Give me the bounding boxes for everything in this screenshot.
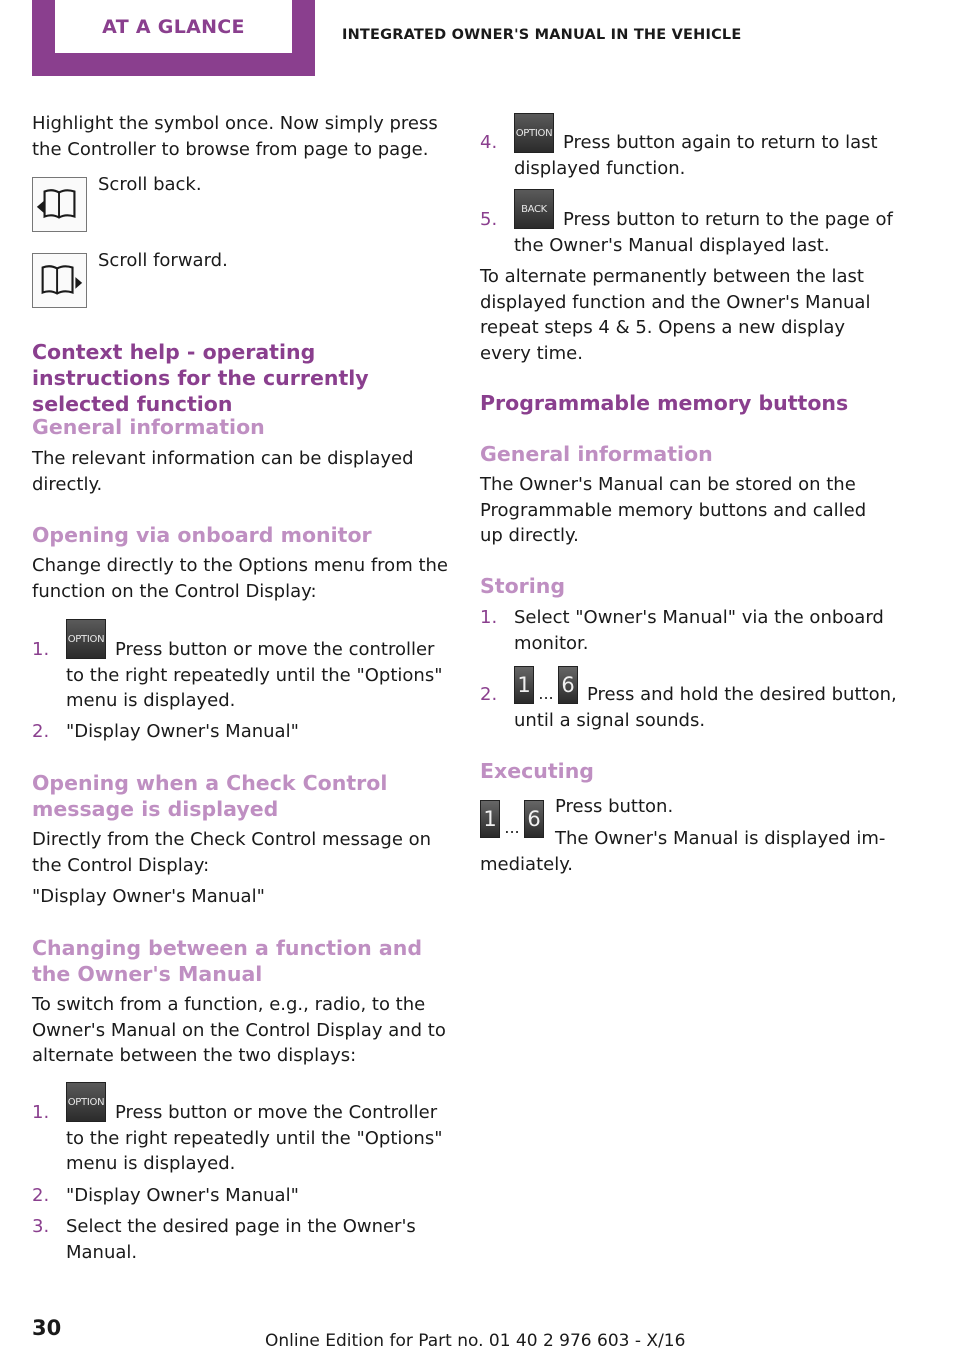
step-text: Press button again to return to last displayed function.: [514, 132, 878, 179]
executing-heading: Executing: [480, 759, 594, 783]
memory-key-1: 1: [480, 800, 500, 838]
step-number: 2.: [32, 721, 50, 742]
onboard-monitor-text: Change directly to the Options menu from the function on the Control Display:: [32, 555, 448, 602]
step-number: 1.: [32, 1102, 50, 1123]
step-text: Press and hold the desired button, until a signal sounds.: [514, 684, 897, 731]
step-number: 1.: [32, 639, 50, 660]
page-number: 30: [32, 1316, 62, 1340]
option-button-icon: OPTION: [66, 1082, 106, 1122]
general-information-heading: General information: [480, 442, 713, 466]
chapter-title: INTEGRATED OWNER'S MANUAL IN THE VEHICLE: [342, 27, 742, 43]
footer-edition: Online Edition for Part no. 01 40 2 976 603 - X/16: [265, 1331, 686, 1351]
option-button-icon: OPTION: [514, 113, 554, 153]
memory-key-1: 1: [514, 666, 534, 704]
step-number: 3.: [32, 1216, 50, 1237]
intro-text: Highlight the symbol once. Now simply press the Controller to browse from page to page.: [32, 113, 438, 160]
scroll-forward-icon: [32, 253, 87, 308]
scroll-back-label: Scroll back.: [98, 174, 202, 195]
general-information-text: The relevant information can be displayed directly.: [32, 448, 414, 495]
step-text: Select "Owner's Manual" via the onboard monitor.: [514, 607, 884, 654]
check-control-text: Directly from the Check Control message on the Control Display:: [32, 829, 432, 876]
scroll-back-icon: [32, 177, 87, 232]
step-text: Press button or move the controller to the right repeatedly until the "Options" menu is displayed.: [66, 639, 443, 711]
memory-key-6: 6: [524, 800, 544, 838]
step-number: 1.: [480, 607, 498, 628]
check-control-text-2: "Display Owner's Manual": [32, 886, 265, 907]
onboard-monitor-heading: Opening via onboard monitor: [32, 523, 372, 547]
step-number: 5.: [480, 209, 498, 230]
step-text: "Display Owner's Manual": [66, 1185, 299, 1206]
step-text: Press button or move the Controller to the right repeatedly until the "Options" menu is displayed.: [66, 1102, 443, 1174]
general-information-heading: General information: [32, 415, 265, 439]
step-number: 4.: [480, 132, 498, 153]
changing-text: To switch from a function, e.g., radio, to the Owner's Manual on the Control Display and to alternate between the two displays:: [32, 994, 446, 1066]
scroll-forward-label: Scroll forward.: [98, 250, 228, 271]
step-text: Press button to return to the page of the Owner's Manual displayed last.: [514, 209, 893, 256]
memory-key-6: 6: [558, 666, 578, 704]
general-information-text: The Owner's Manual can be stored on the Programmable memory buttons and called up directly.: [480, 474, 867, 546]
step-text: "Display Owner's Manual": [66, 721, 299, 742]
memory-key-dots: ...: [504, 818, 520, 837]
programmable-memory-heading: Programmable memory buttons: [480, 391, 849, 415]
step-number: 2.: [32, 1185, 50, 1206]
context-help-heading: Context help - operating instructions for the currently selected function: [32, 340, 369, 416]
storing-heading: Storing: [480, 574, 566, 598]
section-tab-block: [32, 0, 315, 76]
memory-key-dots: ...: [538, 684, 554, 703]
changing-heading: Changing between a function and the Owner's Manual: [32, 936, 423, 986]
executing-text-2: The Owner's Manual is displayed immediately.: [480, 828, 886, 875]
step-text: Select the desired page in the Owner's Manual.: [66, 1216, 416, 1263]
step-number: 2.: [480, 684, 498, 705]
section-tab-label: AT A GLANCE: [55, 0, 292, 53]
executing-text-1: Press button.: [555, 796, 674, 817]
option-button-icon: OPTION: [66, 619, 106, 659]
alternate-text: To alternate permanently between the last displayed function and the Owner's Manual repeat steps 4 & 5. Opens a new display every time.: [480, 266, 871, 364]
check-control-heading: Opening when a Check Control message is displayed: [32, 771, 388, 821]
back-button-icon: BACK: [514, 189, 554, 229]
